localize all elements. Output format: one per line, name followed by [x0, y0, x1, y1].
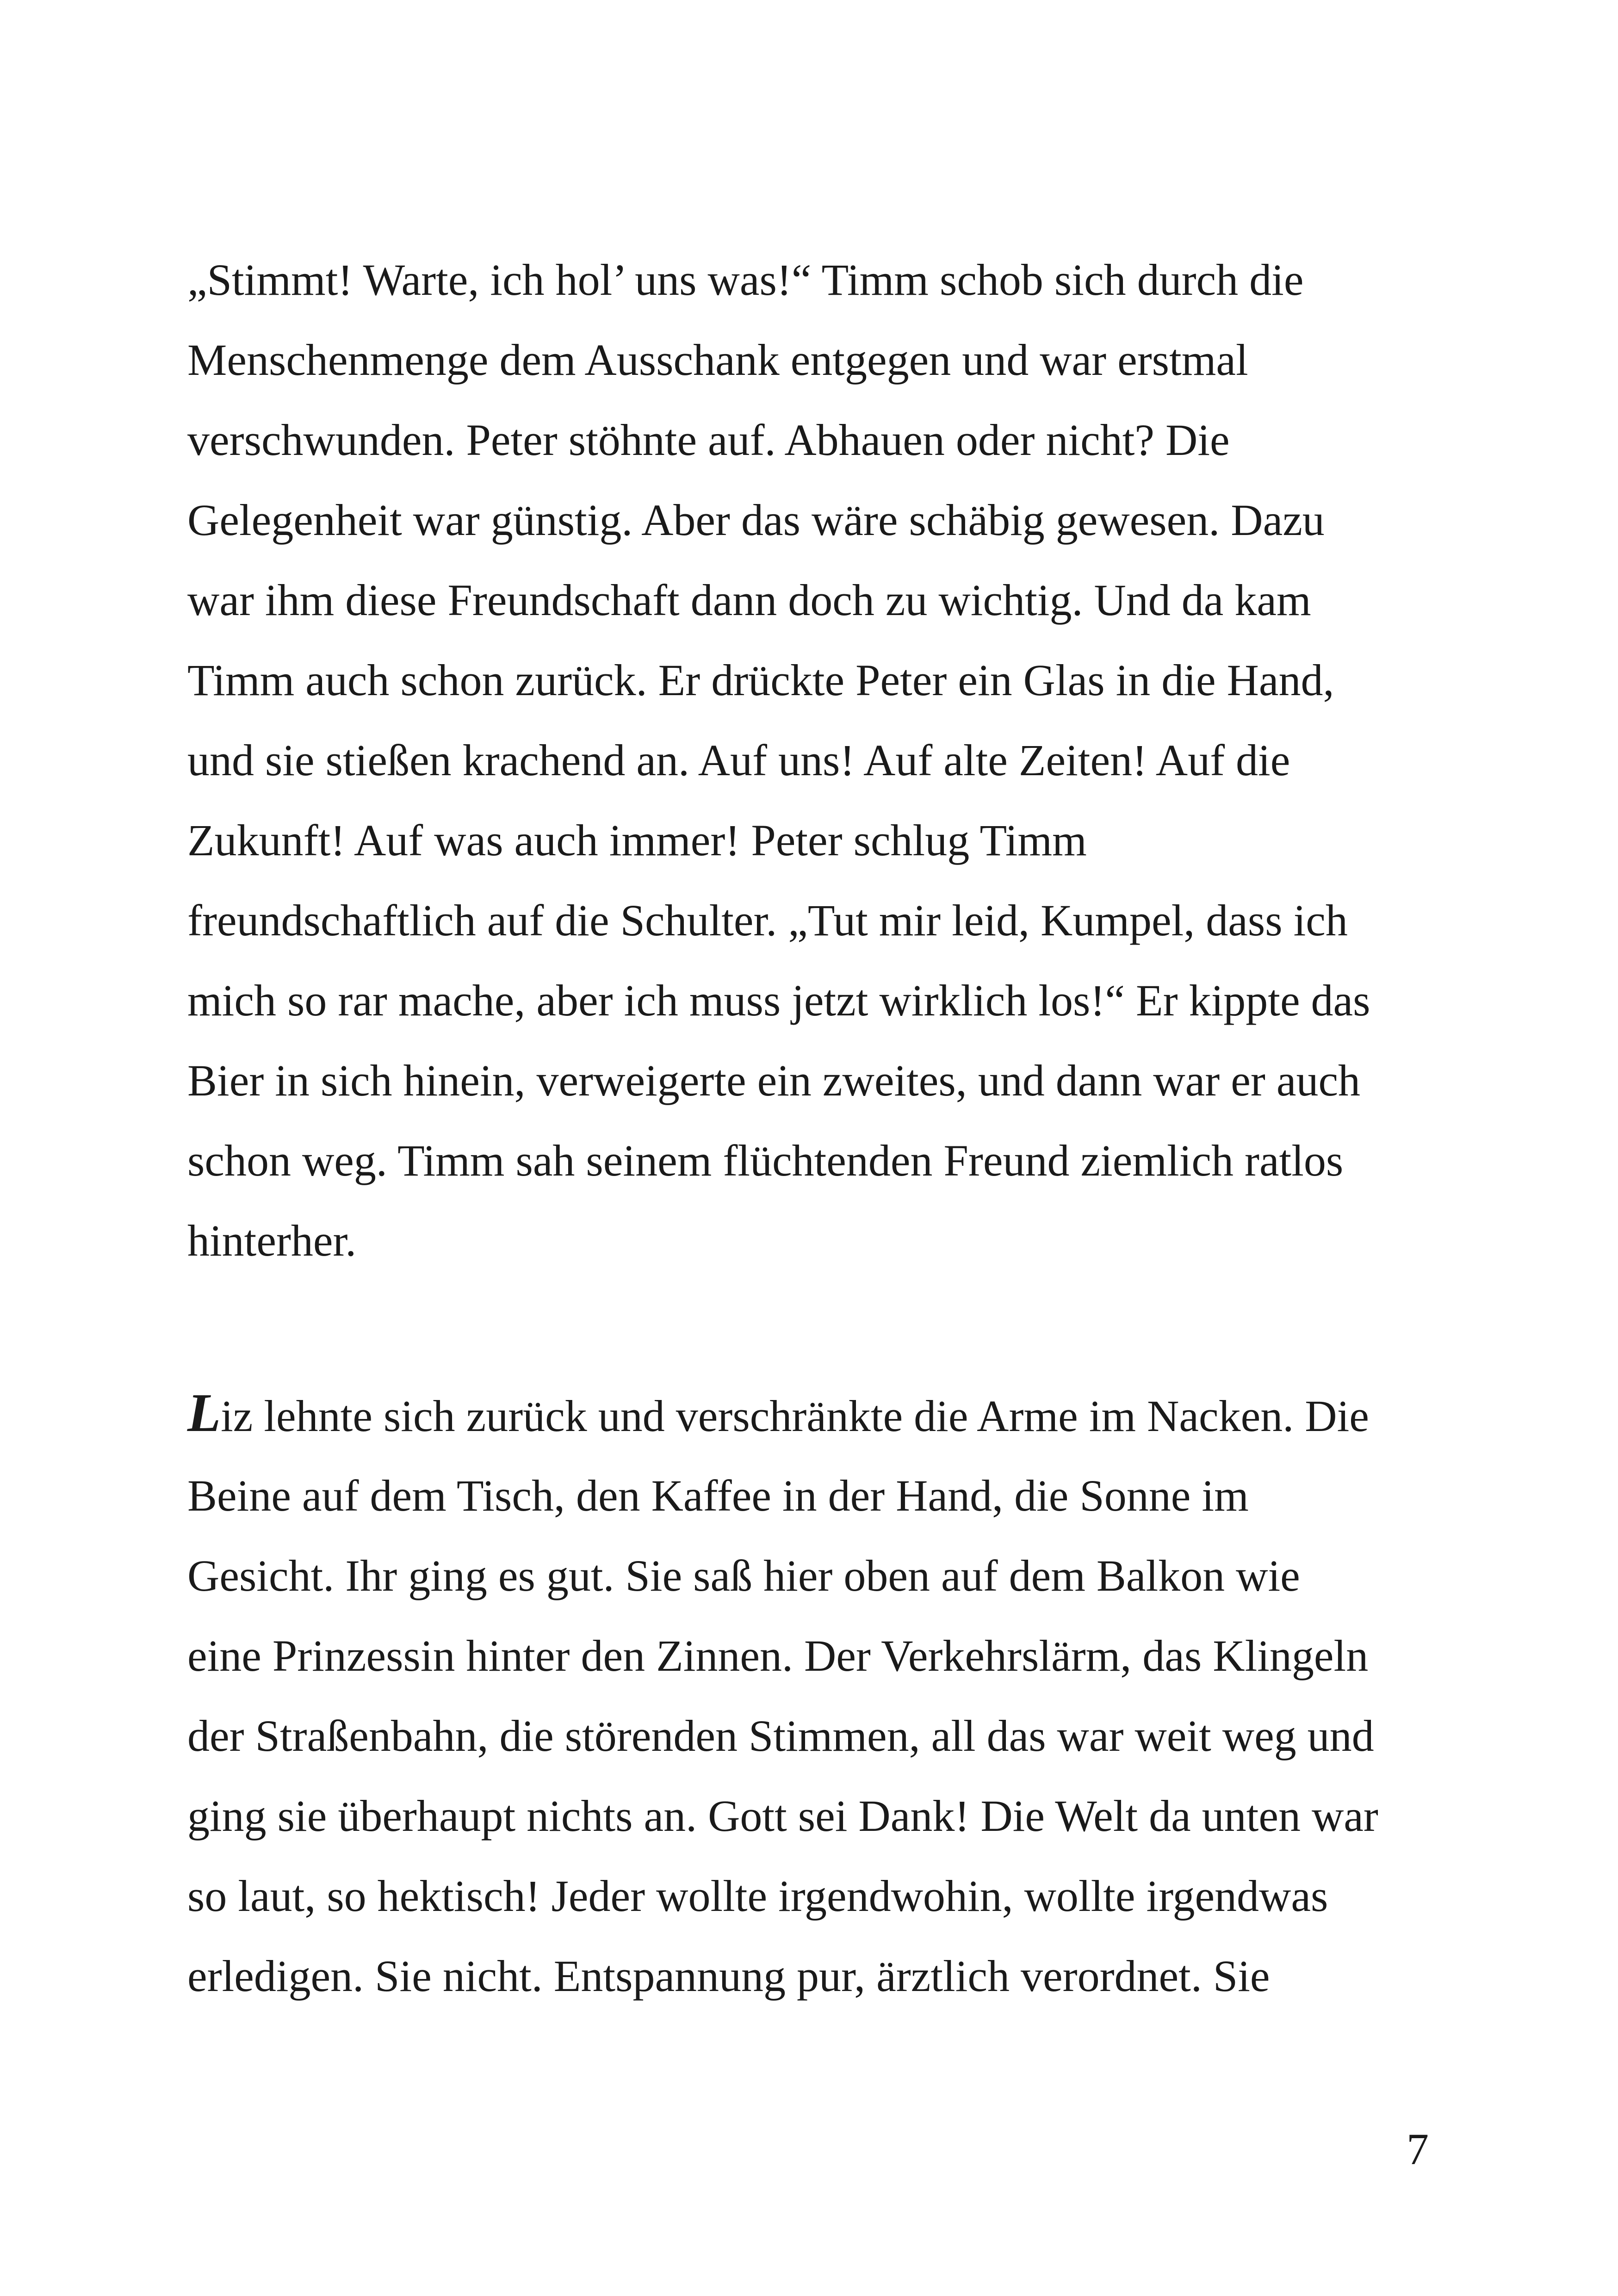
text-line-first	[187, 1370, 1446, 1456]
text-line: Bier in sich hinein, verweigerte ein zweites, und dann war er auch	[187, 1056, 1361, 1105]
text-line: Timm auch schon zurück. Er drückte Peter ein Glas in die Hand,	[187, 655, 1334, 705]
page-number: 7	[1407, 2124, 1429, 2174]
text-line: schon weg. Timm sah seinem flüchtenden Freund ziemlich ratlos	[187, 1136, 1344, 1185]
text-line: Menschenmenge dem Ausschank entgegen und war erstmal	[187, 335, 1248, 385]
text-line: Gesicht. Ihr ging es gut. Sie saß hier oben auf dem Balkon wie	[187, 1551, 1300, 1600]
text-line: so laut, so hektisch! Jeder wollte irgendwohin, wollte irgendwas	[187, 1871, 1328, 1921]
drop-initial: L	[187, 1382, 221, 1443]
text-line: mich so rar mache, aber ich muss jetzt wirklich los!“ Er kippte das	[187, 976, 1370, 1025]
paragraph-1	[187, 240, 1446, 1281]
text-line: hinterher.	[187, 1216, 357, 1265]
text-line: ging sie überhaupt nichts an. Gott sei Dank! Die Welt da unten war	[187, 1791, 1378, 1841]
first-line-text: iz lehnte sich zurück und verschränkte die Arme im Nacken. Die	[221, 1391, 1369, 1441]
text-line: erledigen. Sie nicht. Entspannung pur, ärztlich verordnet. Sie	[187, 1951, 1270, 2001]
text-line: „Stimmt! Warte, ich hol’ uns was!“ Timm schob sich durch die	[187, 255, 1304, 305]
text-line: Beine auf dem Tisch, den Kaffee in der Hand, die Sonne im	[187, 1471, 1249, 1520]
text-line: Gelegenheit war günstig. Aber das wäre schäbig gewesen. Dazu	[187, 495, 1325, 545]
text-line: Zukunft! Auf was auch immer! Peter schlug Timm	[187, 815, 1087, 865]
text-line: freundschaftlich auf die Schulter. „Tut mir leid, Kumpel, dass ich	[187, 896, 1348, 945]
text-line: eine Prinzessin hinter den Zinnen. Der Verkehrslärm, das Klingeln	[187, 1631, 1369, 1680]
text-line: und sie stießen krachend an. Auf uns! Auf alte Zeiten! Auf die	[187, 735, 1290, 785]
text-line: der Straßenbahn, die störenden Stimmen, all das war weit weg und	[187, 1711, 1374, 1761]
paragraph-2	[187, 1370, 1446, 2016]
text-line: verschwunden. Peter stöhnte auf. Abhauen oder nicht? Die	[187, 415, 1230, 465]
text-line: war ihm diese Freundschaft dann doch zu wichtig. Und da kam	[187, 575, 1311, 625]
